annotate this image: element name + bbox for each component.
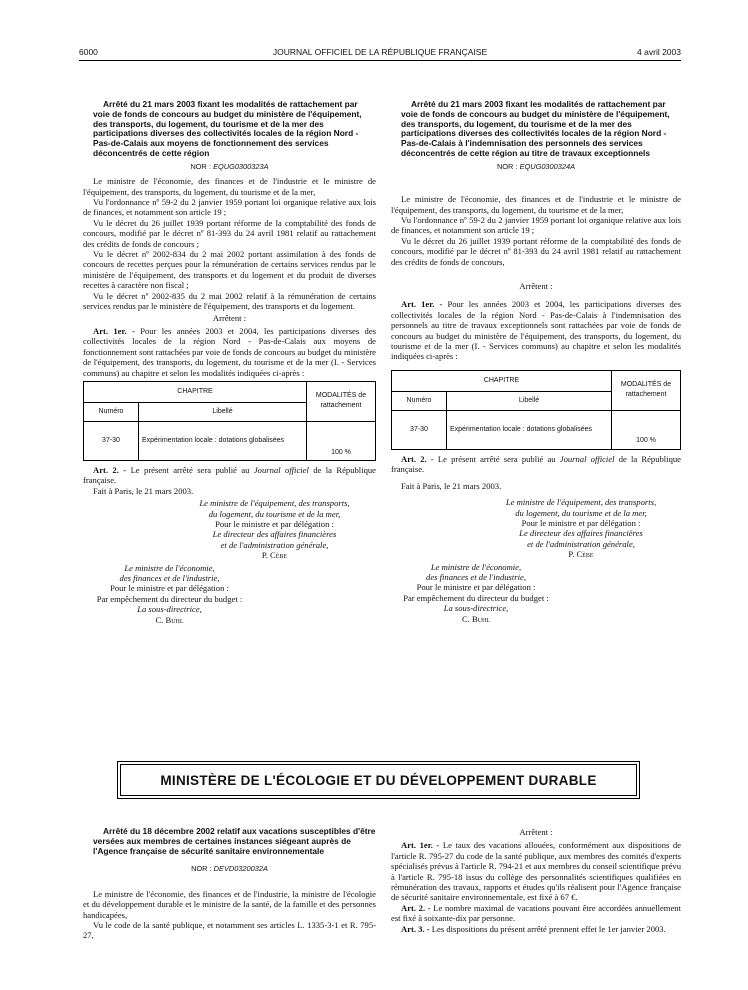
libelle-header: Libellé <box>447 391 612 410</box>
done-at: Fait à Paris, le 21 mars 2003. <box>93 485 194 496</box>
article-2: Art. 2. - Le présent arrêté sera publié au Journal officiel de la République française. <box>83 464 376 486</box>
paragraph: Vu le décret nº 2002-834 du 2 mai 2002 portant assimilation à des fonds de concours de recettes perçues pour la rémunération de certains services rendus par le ministère de l'équipement, des transports et du logement et du produit de diverses recettes à caractère non fiscal ; <box>83 249 376 291</box>
chapter-percent: 100 % <box>307 421 376 460</box>
paragraph: Vu le décret nº 2002-835 du 2 mai 2002 relatif à la rémunération de certains services rendus par le ministère de l'équipement, des transports et du logement. <box>83 290 376 312</box>
right-decree <box>391 100 681 624</box>
journal-title: JOURNAL OFFICIEL DE LA RÉPUBLIQUE FRANÇAISE <box>272 47 488 57</box>
decree-title: Arrêté du 21 mars 2003 fixant les modalités de rattachement par voie de fonds de concours au budget du ministère de l'équipement, des transports, du logement, du tourisme et de la mer des participations diverses des collectivités locales de la région Nord - Pas-de-Calais aux moyens de fonctionnement des services déconcentrés de cette région <box>93 99 362 158</box>
chapter-number: 37-30 <box>84 421 139 460</box>
signatory-name: P. Cèbe <box>568 549 594 560</box>
arretent: Arrêtent : <box>519 827 553 837</box>
signature-block-equipment: Le ministre de l'équipement, des transports, du logement, du tourisme et de la mer, Pour le ministre et par délégation : Le directeur des affaires financières et de l'administration générale, P. Cèbe <box>173 498 376 560</box>
decree-title: Arrêté du 21 mars 2003 fixant les modalités de rattachement par voie de fonds de concours au budget du ministère de l'équipement, des transports, du logement, du tourisme et de la mer des participations diverses des collectivités locales de la région Nord - Pas-de-Calais à l'indemnisation des personnels des services déconcentrés de cette région au titre de travaux exceptionnels <box>401 99 670 158</box>
article-2: Art. 2. - Le nombre maximal de vacations pouvant être accordées annuellement est fixé à soixante-dix par personne. <box>391 902 681 924</box>
chapitre-header: CHAPITRE <box>84 381 307 402</box>
paragraph: Vu le décret du 26 juillet 1939 portant réforme de la comptabilité des fonds de concours, modifié par le décret nº 81-393 du 24 avril 1981 relatif au rattachement des crédits de fonds de concours, <box>391 235 681 267</box>
numero-header: Numéro <box>84 402 139 421</box>
paragraph: Vu le code de la santé publique, et notamment ses articles L. 1335-3-1 et R. 795-27, <box>83 920 376 941</box>
page-number: 6000 <box>79 47 98 57</box>
article-3: Art. 3. - Les dispositions du présent arrêté prennent effet le 1er janvier 2003. <box>401 923 666 934</box>
nor-reference: NOR : EQUG0300324A <box>496 161 576 171</box>
modalites-header: MODALITÉS de rattachement <box>307 381 376 421</box>
signature-block-economy: Le ministre de l'économie, des finances et de l'industrie, Pour le ministre et par délégation : Par empêchement du directeur du budget : La sous-directrice, C. Buhl <box>381 562 571 624</box>
issue-date: 4 avril 2003 <box>637 47 681 57</box>
ecology-decree <box>83 827 376 941</box>
article-1: Art. 1er. - Pour les années 2003 et 2004, les participations diverses des collectivités locales de la région Nord - Pas-de-Calais aux moyens de fonctionnement sont rattachées par voie de fonds de concours au budget du ministère de l'équipement, des transports, du logement, du tourisme et de la mer (I. - Services communs) au chapitre et selon les modalités indiquées ci-après : <box>83 325 376 378</box>
signature-block-equipment: Le ministre de l'équipement, des transports, du logement, du tourisme et de la mer, Pour le ministre et par délégation : Le directeur des affaires financières et de l'administration générale, P. Cèbe <box>481 497 681 559</box>
paragraph: Vu l'ordonnance nº 59-2 du 2 janvier 1959 portant loi organique relative aux lois de finances, et notamment son article 19 ; <box>391 215 681 236</box>
numero-header: Numéro <box>392 391 447 410</box>
nor-reference: NOR : DEVD0320032A <box>191 864 268 874</box>
header-rule <box>79 60 681 61</box>
done-at: Fait à Paris, le 21 mars 2003. <box>401 480 502 491</box>
decree-title: Arrêté du 18 décembre 2002 relatif aux vacations susceptibles d'être versées aux membres de certaines instances siégeant auprès de l'Agence française de sécurité sanitaire environnementale <box>93 826 376 856</box>
signatory-name: P. Cèbe <box>261 550 288 561</box>
article-2: Art. 2. - Le présent arrêté sera publié au Journal officiel de la République française. <box>391 453 681 475</box>
libelle-header: Libellé <box>139 402 307 421</box>
paragraph: Le ministre de l'économie, des finances et de l'industrie, la ministre de l'écologie et du développement durable et le ministre de la santé, de la famille et des personnes handicapées, <box>83 888 376 920</box>
chapter-table <box>83 381 376 461</box>
paragraph: Vu le décret du 26 juillet 1939 portant réforme de la comptabilité des fonds de concours, modifié par le décret nº 81-393 du 24 avril 1981 relatif au rattachement des crédits de fonds de concours ; <box>83 217 376 249</box>
ecology-articles <box>391 827 681 934</box>
signatory-name: C. Buhl <box>155 614 184 625</box>
paragraph: Vu l'ordonnance nº 59-2 du 2 janvier 1959 portant loi organique relative aux lois de finances, et notamment son article 19 ; <box>83 197 376 218</box>
ministry-banner: MINISTÈRE DE L'ÉCOLOGIE ET DU DÉVELOPPEMENT DURABLE <box>120 764 637 796</box>
chapter-label: Expérimentation locale : dotations globalisées <box>139 421 307 460</box>
chapter-label: Expérimentation locale : dotations globalisées <box>447 410 612 449</box>
modalites-header: MODALITÉS de rattachement <box>612 370 681 410</box>
chapitre-header: CHAPITRE <box>392 370 612 391</box>
signature-block-economy: Le ministre de l'économie, des finances et de l'industrie, Pour le ministre et par délégation : Par empêchement du directeur du budget : La sous-directrice, C. Buhl <box>73 563 266 625</box>
left-decree <box>83 100 376 625</box>
paragraph: Le ministre de l'économie, des finances et de l'industrie et le ministre de l'équipement, des transports, du logement, du tourisme et de la mer, <box>83 176 376 197</box>
chapter-table <box>391 370 681 450</box>
article-1: Art. 1er. - Pour les années 2003 et 2004, les participations diverses des collectivités locales de la région Nord - Pas-de-Calais à l'indemnisation des personnels au titre de travaux exceptionnels sont rattachées par voie de fonds de concours au budget du ministère de l'équipement, des transports, du logement, du tourisme et de la mer (I. - Services communs) au chapitre et selon les modalités indiquées ci-après : <box>391 299 681 362</box>
nor-reference: NOR : EQUG0300323A <box>190 161 269 171</box>
arretent: Arrêtent : <box>212 313 247 324</box>
signatory-name: C. Buhl <box>461 613 491 624</box>
arretent: Arrêtent : <box>519 281 553 292</box>
paragraph: Le ministre de l'économie, des finances et de l'industrie et le ministre de l'équipement, des transports, du logement, du tourisme et de la mer, <box>391 194 681 215</box>
chapter-number: 37-30 <box>392 410 447 449</box>
article-1: Art. 1er. - Le taux des vacations allouées, conformément aux dispositions de l'article R. 795-27 du code de la santé publique, aux membres des comités d'experts spécialisés prévus à l'article R. 794-21 et aux membres du conseil scientifique prévu à l'article R. 795-18 issus du collège des personnalités scientifiques qualifiées en rémunération des travaux, rapports et études qu'ils réalisent pour l'Agence française de sécurité sanitaire environnementale, est fixé à 67 €. <box>391 840 681 903</box>
page-header <box>79 47 681 61</box>
chapter-percent: 100 % <box>612 410 681 449</box>
